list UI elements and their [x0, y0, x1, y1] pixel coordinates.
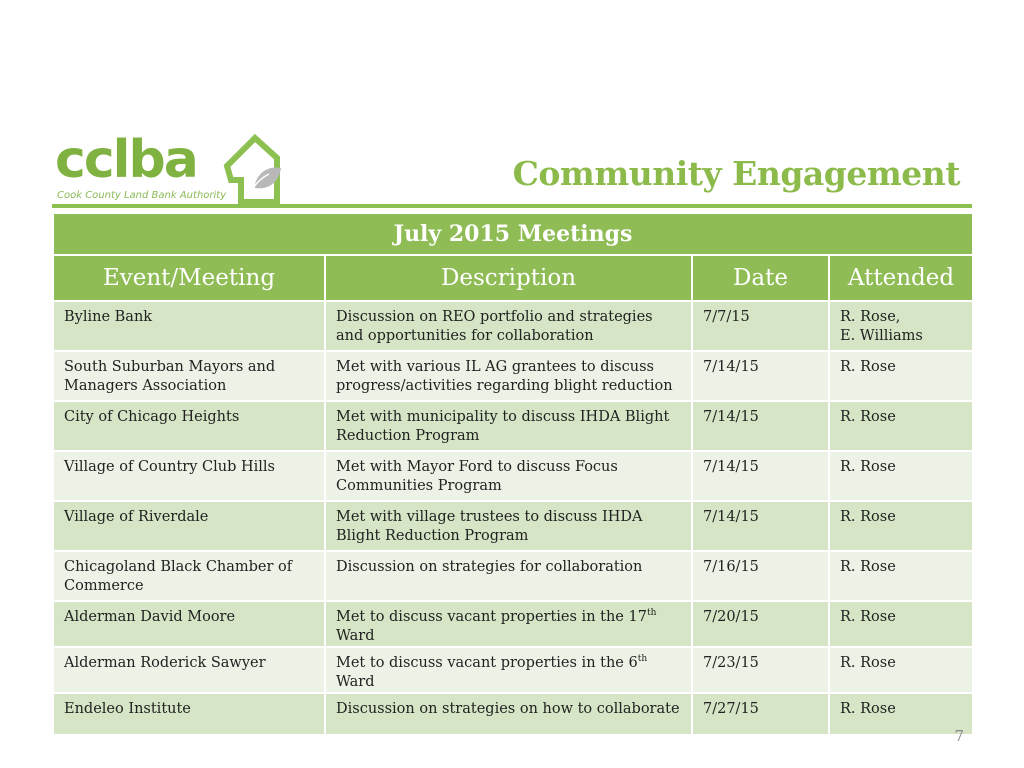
description-cell: Discussion on REO portfolio and strategies and opportunities for collaboration [325, 301, 692, 351]
table-row [53, 551, 973, 601]
date-cell: 7/14/15 [692, 351, 829, 401]
attendee: E. Williams [840, 328, 923, 344]
table-row [53, 501, 973, 551]
description-cell: Discussion on strategies on how to collaborate [325, 693, 692, 735]
date-cell: 7/16/15 [692, 551, 829, 601]
event-cell: Endeleo Institute [53, 693, 325, 735]
event-cell: Byline Bank [53, 301, 325, 351]
event-cell: Village of Riverdale [53, 501, 325, 551]
description-text: Met to discuss vacant properties in the 6 [336, 655, 638, 671]
table-row [53, 647, 973, 693]
attended-cell: R. Rose [829, 401, 973, 451]
event-cell: City of Chicago Heights [53, 401, 325, 451]
column-header-attended: Attended [829, 255, 973, 301]
description-text: Ward [336, 628, 375, 644]
description-text: Ward [336, 674, 375, 690]
date-cell: 7/23/15 [692, 647, 829, 693]
column-header-date: Date [692, 255, 829, 301]
meetings-table [52, 212, 974, 736]
date-cell: 7/14/15 [692, 501, 829, 551]
table-row [53, 693, 973, 735]
date-cell: 7/7/15 [692, 301, 829, 351]
description-cell [325, 601, 692, 647]
table-caption: July 2015 Meetings [53, 213, 973, 255]
table-row [53, 351, 973, 401]
attended-cell: R. Rose [829, 451, 973, 501]
event-cell: South Suburban Mayors and Managers Association [53, 351, 325, 401]
date-cell: 7/14/15 [692, 451, 829, 501]
event-cell: Village of Country Club Hills [53, 451, 325, 501]
page-title: Community Engagement [512, 154, 960, 193]
house-leaf-icon [221, 132, 283, 204]
event-cell: Chicagoland Black Chamber of Commerce [53, 551, 325, 601]
event-cell: Alderman Roderick Sawyer [53, 647, 325, 693]
date-cell: 7/27/15 [692, 693, 829, 735]
column-header-description: Description [325, 255, 692, 301]
description-text: Met to discuss vacant properties in the 17 [336, 609, 647, 625]
logo-subtitle: Cook County Land Bank Authority [57, 190, 227, 201]
description-cell: Discussion on strategies for collaboration [325, 551, 692, 601]
cclba-logo [55, 132, 285, 206]
attended-cell: R. Rose [829, 501, 973, 551]
attended-cell: R. Rose [829, 693, 973, 735]
table-row [53, 301, 973, 351]
table-row [53, 451, 973, 501]
attended-cell: R. Rose [829, 601, 973, 647]
attended-cell: R. Rose [829, 551, 973, 601]
attendee: R. Rose, [840, 309, 901, 325]
table-row [53, 401, 973, 451]
logo-wordmark: cclba [55, 130, 197, 190]
description-cell: Met with village trustees to discuss IHDA Blight Reduction Program [325, 501, 692, 551]
ordinal-suffix: th [646, 608, 657, 619]
table-caption-row [53, 213, 973, 255]
title-divider [52, 204, 972, 208]
attended-cell: R. Rose [829, 647, 973, 693]
ordinal-suffix: th [637, 654, 648, 665]
table-header-row [53, 255, 973, 301]
table-row [53, 601, 973, 647]
date-cell: 7/14/15 [692, 401, 829, 451]
description-cell: Met with Mayor Ford to discuss Focus Communities Program [325, 451, 692, 501]
description-cell [325, 647, 692, 693]
description-cell: Met with municipality to discuss IHDA Blight Reduction Program [325, 401, 692, 451]
date-cell: 7/20/15 [692, 601, 829, 647]
column-header-event: Event/Meeting [53, 255, 325, 301]
attended-cell [829, 301, 973, 351]
description-cell: Met with various IL AG grantees to discuss progress/activities regarding blight reduction [325, 351, 692, 401]
page-number: 7 [954, 727, 964, 745]
event-cell: Alderman David Moore [53, 601, 325, 647]
attended-cell: R. Rose [829, 351, 973, 401]
